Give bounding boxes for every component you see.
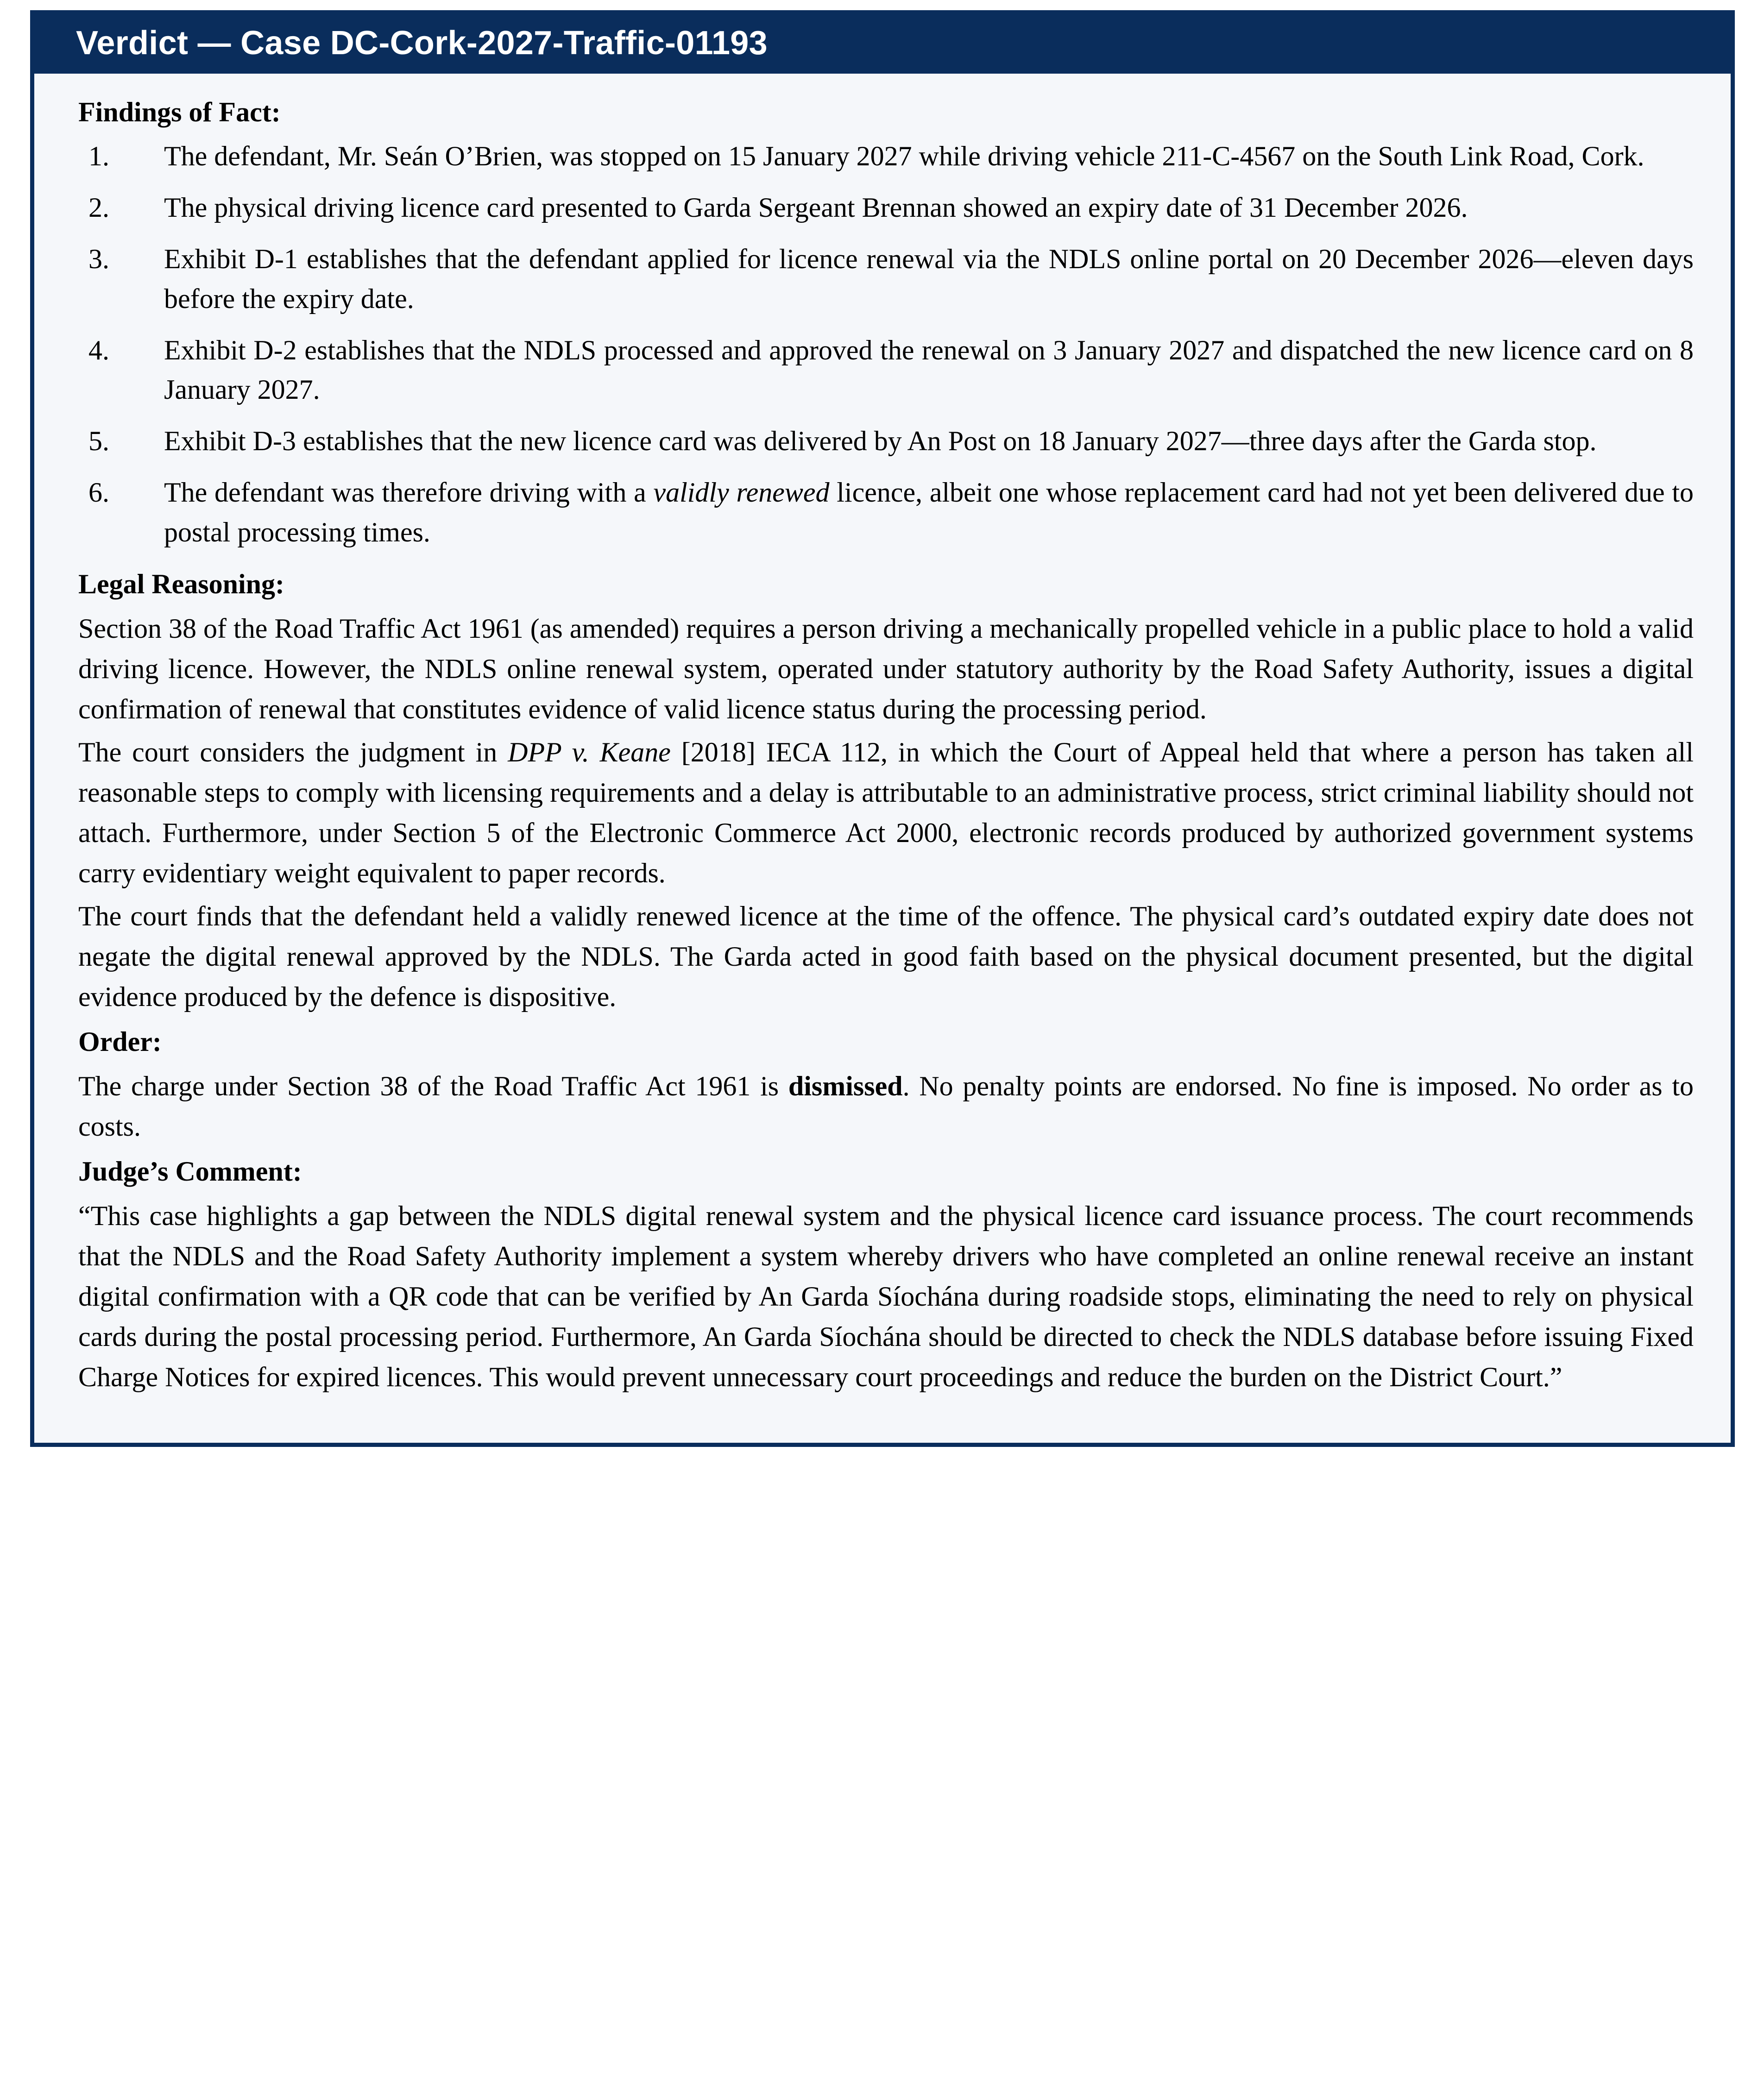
paragraph-text-cont: [2018] IECA 112, in which the Court of Appeal held that where a person has taken all reasonable steps to comply with licensing requirements and a delay is attributable to an administrative process, strict criminal liability should not attach. Furthermore, under Section 5 of the Electronic Commerce Act 2000, electronic records produced by authorized government systems carry evidentiary weight equivalent to paper records.: [78, 736, 1694, 888]
finding-item-4: [78, 331, 1694, 409]
finding-emphasis: validly renewed: [653, 477, 830, 508]
finding-text-cont: licence, albeit one whose replacement card had not yet been delivered due to postal processing times.: [164, 477, 1694, 547]
verdict-body: [34, 74, 1731, 1443]
finding-text: Exhibit D-3 establishes that the new licence card was delivered by An Post on 18 January 2027—three days after the Garda stop.: [164, 426, 1597, 457]
finding-item-5: [78, 421, 1694, 461]
legal-reasoning-paragraph-1: [78, 609, 1694, 729]
finding-text: The physical driving licence card presented to Garda Sergeant Brennan showed an expiry date of 31 December 2026.: [164, 192, 1468, 223]
verdict-card: [30, 10, 1735, 1447]
legal-reasoning-heading: Legal Reasoning:: [78, 568, 285, 599]
order-disposition: dismissed: [788, 1070, 903, 1101]
finding-text: Exhibit D-2 establishes that the NDLS processed and approved the renewal on 3 January 2027 and dispatched the new licence card on 8 January 2027.: [164, 334, 1694, 405]
finding-item-1: [78, 137, 1694, 176]
verdict-header: [34, 14, 1731, 74]
finding-text: The defendant was therefore driving with a: [164, 477, 654, 508]
finding-item-2: [78, 188, 1694, 227]
case-citation-emphasis: DPP v. Keane: [508, 736, 671, 767]
findings-of-fact-list: [78, 137, 1694, 552]
finding-item-6: [78, 473, 1694, 552]
order-heading: Order:: [78, 1026, 162, 1057]
finding-text: The defendant, Mr. Seán O’Brien, was stopped on 15 January 2027 while driving vehicle 211-C-4567 on the South Link Road, Cork.: [164, 141, 1644, 171]
findings-of-fact-heading: Findings of Fact:: [78, 97, 281, 127]
legal-reasoning-paragraph-2: [78, 732, 1694, 893]
paragraph-text: The court finds that the defendant held a validly renewed licence at the time of the offence. The physical card’s outdated expiry date does not negate the digital renewal approved by the NDLS. The Garda acted in good faith based on the physical document presented, but the digital evidence produced by the defence is dispositive.: [78, 900, 1694, 1012]
finding-text: Exhibit D-1 establishes that the defendant applied for licence renewal via the NDLS online portal on 20 December 2026—eleven days before the expiry date.: [164, 244, 1694, 314]
paragraph-text: The court considers the judgment in: [78, 736, 508, 767]
judges-comment-heading: Judge’s Comment:: [78, 1156, 302, 1187]
verdict-header-title: Verdict — Case DC-Cork-2027-Traffic-01193: [76, 25, 768, 62]
finding-item-3: [78, 239, 1694, 318]
order-text-cont: . No penalty points are endorsed. No fine is imposed. No order as to costs.: [78, 1070, 1694, 1142]
order-text: The charge under Section 38 of the Road Traffic Act 1961 is: [78, 1070, 788, 1101]
judges-comment-paragraph: “This case highlights a gap between the NDLS digital renewal system and the physical licence card issuance process. The court recommends that the NDLS and the Road Safety Authority implement a system whereby drivers who have completed an online renewal receive an instant digital confirmation with a QR code that can be verified by An Garda Síochána during roadside stops, eliminating the need to rely on physical cards during the postal processing period. Furthermore, An Garda Síochána should be directed to check the NDLS database before issuing Fixed Charge Notices for expired licences. This would prevent unnecessary court proceedings and reduce the burden on the District Court.”: [78, 1200, 1694, 1392]
order-paragraph: [78, 1066, 1694, 1147]
legal-reasoning-paragraph-3: [78, 896, 1694, 1017]
paragraph-text: Section 38 of the Road Traffic Act 1961 (as amended) requires a person driving a mechanically propelled vehicle in a public place to hold a valid driving licence. However, the NDLS online renewal system, operated under statutory authority by the Road Safety Authority, issues a digital confirmation of renewal that constitutes evidence of valid licence status during the processing period.: [78, 613, 1694, 724]
